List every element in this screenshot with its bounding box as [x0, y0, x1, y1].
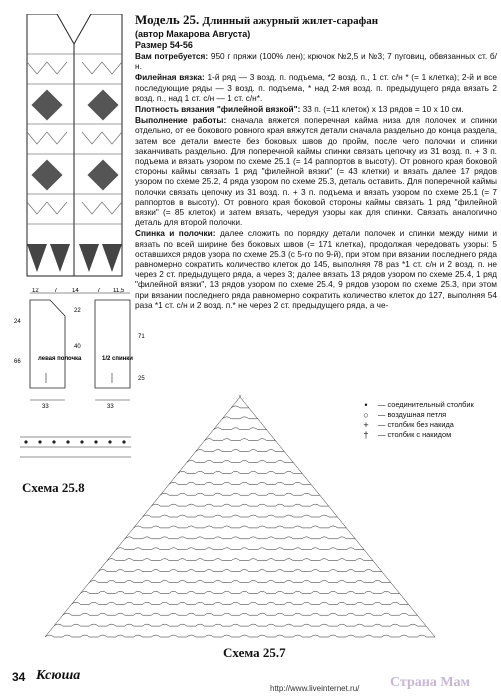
chart-row: [63, 613, 418, 615]
model-number: Модель 25.: [135, 12, 200, 27]
chart-row: [134, 526, 347, 528]
work-paragraph: Выполнение работы: сначала вяжется поперечная кайма низа для полочек и спинки отдельно, от ее бокового ровного края вяжутся детали сначала раздельно до конца раздела, затем все детали вместе без боковых швов до пройм, после чего полочки и спинки заканчивать раздельно. Для поперечной каймы спинки связать цепочку из 31 возд. п. + 3 п. подъема и вязать узором по схеме 25.1 (= 14 раппортов в высоту). От ровного края боковой стороны каймы связать 1 ряд "филейной вязки" (= 43 клетки) и вязать далее 17 рядов узором по схеме 25.2, 4 ряда узором по схеме 25.3, деталь оставить. Для поперечной каймы полочки связать цепочку из 31 возд. п. + 3 п. подъема и вязать узором по схеме 25.1 (= 7 раппортов в высоту). От ровного края боковой стороны каймы связать 1 ряд "филейной вязки" (= 85 клеток) и затем вязать, чередуя узоры как для спинки. Связать аналогично деталь для второй полочки.: [135, 115, 497, 228]
density-paragraph: Плотность вязания "филейной вязкой": 33 п. (=11 клеток) х 13 рядов = 10 х 10 см.: [135, 104, 464, 115]
vest-illustration: [22, 14, 127, 282]
watermark: Страна Мам: [390, 675, 471, 690]
legend-item: + — столбик без накида: [363, 420, 454, 430]
source-url: http://www.liveinternet.ru/: [270, 684, 360, 693]
chart-row: [107, 559, 373, 561]
dim-inner-1: 40: [74, 344, 81, 350]
chart-row: [178, 471, 302, 473]
dim-left-0: 24: [14, 319, 21, 325]
schema-25-7-chart: [40, 392, 500, 642]
chart-row: [160, 493, 320, 495]
chart-row: [80, 591, 399, 593]
journal-name: Ксюша: [36, 668, 81, 683]
dim-right-0: 71: [138, 334, 145, 340]
dim-inner-0: 22: [74, 308, 81, 314]
dim-top-2: 14: [72, 288, 79, 294]
dim-top-0: 12: [32, 288, 39, 294]
back-paragraph: Спинка и полочки: далее сложить по порядку детали полочек и спинки между ними и вязать по всей ширине без боковых швов (= 171 клетка), продолжая чередовать узоры: 5 оставшихся рядов узора по схеме 25.3 (с 5-го по 9-й), при этом при вязании последнего ряда равномерно сократить количество клеток до 145, выполняя 78 раз *1 ст. с/н и 2 возд. п. не через 2 ст. предыдущего ряда, а через 3; далее вязать 13 рядов узором по схеме 25.4, 1 ряд "филейной вязки", 13 рядов узором по схеме 25.4, 9 рядов узором по схеме 25.3, при этом при вязании последнего ряда равномерно сократить количество клеток до 127, выполняя 54 раза *1 ст. с/н и 2 возд. п.* не через 2 ст. предыдущего ряда, а че-: [135, 228, 498, 310]
chart-row: [205, 439, 276, 441]
dim-top-4: 11,5: [113, 288, 125, 294]
dim-top-1: 7: [54, 288, 58, 294]
dim-top-3: 7: [97, 288, 101, 294]
chart-row: [45, 635, 435, 637]
left-front-label: левая полочка: [38, 356, 82, 362]
chart-row: [54, 624, 426, 626]
schema-25-7-title: Схема 25.7: [223, 645, 286, 660]
legend-item: † — столбик с накидом: [363, 430, 452, 440]
dim-left-1: 66: [14, 359, 21, 365]
back-half-label: 1/2 спинки: [102, 356, 133, 362]
chart-row: [98, 570, 382, 572]
filet-paragraph: Филейная вязка: 1-й ряд — 3 возд. п. подъема, *2 возд. п., 1 ст. с/н * (= 1 клетка); 2-й и все последующие ряды — 3 возд. п. подъема, * над 2-мя возд. п. предыдущего ряда вязать 2 возд. п., над 1 ст. с/н — 1 ст. с/н*.: [135, 72, 497, 103]
chart-row: [143, 515, 338, 517]
chart-row: [169, 482, 311, 484]
model-name: Длинный ажурный жилет-сарафан: [202, 15, 379, 27]
page-number: 34: [12, 670, 26, 684]
legend-item: • — соединительный столбик: [364, 400, 474, 410]
chart-edge: [240, 397, 435, 637]
schema-25-8-title: Схема 25.8: [22, 480, 85, 495]
legend-item: ○ — воздушная петля: [363, 410, 447, 420]
model-title: [135, 12, 497, 29]
chart-row: [222, 417, 257, 419]
chart-row: [116, 548, 364, 550]
chart-row: [213, 428, 266, 430]
chart-row: [125, 537, 355, 539]
article-text: [135, 12, 497, 311]
chart-row: [231, 406, 249, 408]
author: (автор Макарова Августа): [135, 29, 251, 39]
materials-paragraph: Вам потребуется: 950 г пряжи (100% лен); крючок №2,5 и №3; 7 пуговиц, обвязанных ст. б/н.: [135, 51, 497, 72]
chart-row: [89, 580, 390, 582]
chart-row: [187, 460, 293, 462]
size: Размер 54-56: [135, 40, 193, 50]
dim-bottom-1: 33: [107, 404, 114, 410]
chart-row: [151, 504, 328, 506]
dim-bottom-0: 33: [42, 404, 49, 410]
chart-row: [72, 602, 409, 604]
chart-row: [196, 450, 285, 452]
dim-right-1: 25: [138, 376, 145, 382]
